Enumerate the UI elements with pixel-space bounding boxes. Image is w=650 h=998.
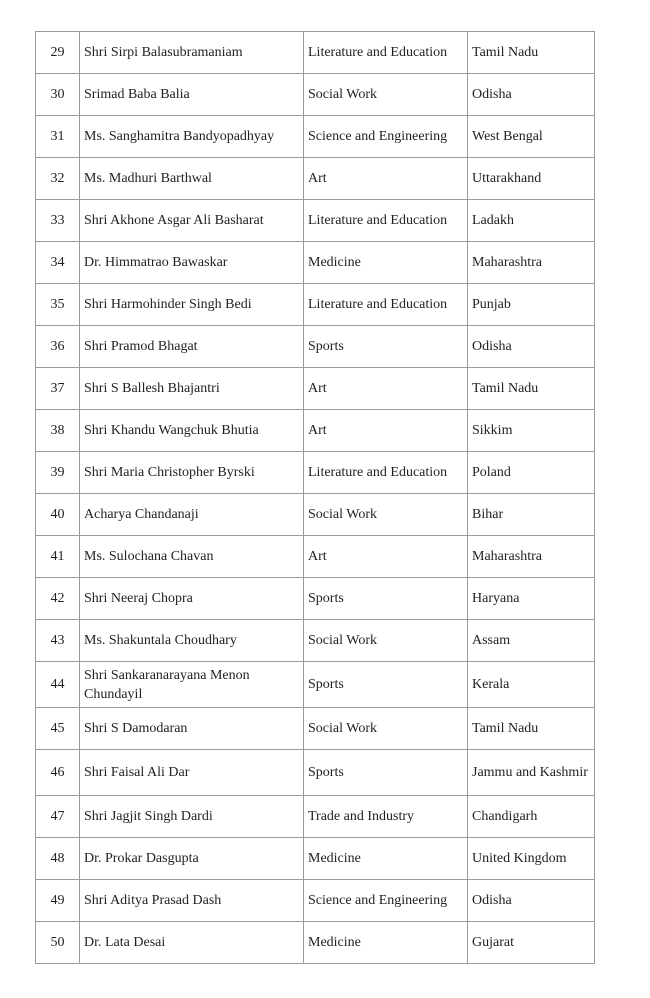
awardee-name-cell: Shri Sirpi Balasubramaniam [80,32,304,74]
state-cell: Sikkim [468,410,595,452]
awardee-name-cell: Shri S Damodaran [80,708,304,750]
state-cell: Odisha [468,326,595,368]
state-cell: Kerala [468,662,595,708]
awardee-name-cell: Shri Harmohinder Singh Bedi [80,284,304,326]
table-row [36,32,595,74]
field-cell: Art [304,158,468,200]
awardee-name-cell: Shri Akhone Asgar Ali Basharat [80,200,304,242]
serial-number-cell: 49 [36,880,80,922]
table-row [36,708,595,750]
state-cell: West Bengal [468,116,595,158]
field-cell: Social Work [304,620,468,662]
table-row [36,922,595,964]
table-row [36,452,595,494]
state-cell: Ladakh [468,200,595,242]
table-row [36,838,595,880]
state-cell: Tamil Nadu [468,708,595,750]
field-cell: Sports [304,326,468,368]
serial-number-cell: 46 [36,750,80,796]
awardee-name-cell: Ms. Shakuntala Choudhary [80,620,304,662]
table-row [36,116,595,158]
field-cell: Science and Engineering [304,880,468,922]
field-cell: Science and Engineering [304,116,468,158]
awardee-name-cell: Srimad Baba Balia [80,74,304,116]
field-cell: Medicine [304,922,468,964]
serial-number-cell: 29 [36,32,80,74]
serial-number-cell: 50 [36,922,80,964]
field-cell: Social Work [304,74,468,116]
state-cell: Assam [468,620,595,662]
state-cell: Odisha [468,74,595,116]
state-cell: Tamil Nadu [468,32,595,74]
field-cell: Literature and Education [304,32,468,74]
state-cell: Gujarat [468,922,595,964]
awardee-name-cell: Shri Aditya Prasad Dash [80,880,304,922]
serial-number-cell: 33 [36,200,80,242]
serial-number-cell: 48 [36,838,80,880]
serial-number-cell: 45 [36,708,80,750]
serial-number-cell: 44 [36,662,80,708]
awardee-name-cell: Acharya Chandanaji [80,494,304,536]
serial-number-cell: 41 [36,536,80,578]
serial-number-cell: 43 [36,620,80,662]
field-cell: Literature and Education [304,284,468,326]
field-cell: Art [304,410,468,452]
state-cell: Jammu and Kashmir [468,750,595,796]
serial-number-cell: 31 [36,116,80,158]
awardee-name-cell: Shri Khandu Wangchuk Bhutia [80,410,304,452]
field-cell: Medicine [304,242,468,284]
field-cell: Art [304,536,468,578]
field-cell: Literature and Education [304,452,468,494]
state-cell: Bihar [468,494,595,536]
awardee-name-cell: Shri Jagjit Singh Dardi [80,796,304,838]
awardee-name-cell: Shri Maria Christopher Byrski [80,452,304,494]
serial-number-cell: 40 [36,494,80,536]
state-cell: Chandigarh [468,796,595,838]
serial-number-cell: 35 [36,284,80,326]
awardees-table [35,31,595,964]
serial-number-cell: 30 [36,74,80,116]
awardee-name-cell: Ms. Sulochana Chavan [80,536,304,578]
table-row [36,880,595,922]
serial-number-cell: 32 [36,158,80,200]
awardee-name-cell: Shri Faisal Ali Dar [80,750,304,796]
field-cell: Sports [304,750,468,796]
serial-number-cell: 34 [36,242,80,284]
table-row [36,74,595,116]
serial-number-cell: 39 [36,452,80,494]
table-row [36,410,595,452]
field-cell: Literature and Education [304,200,468,242]
table-row [36,494,595,536]
serial-number-cell: 38 [36,410,80,452]
field-cell: Sports [304,662,468,708]
state-cell: Uttarakhand [468,158,595,200]
field-cell: Sports [304,578,468,620]
table-row [36,368,595,410]
state-cell: Odisha [468,880,595,922]
awardee-name-cell: Ms. Sanghamitra Bandyopadhyay [80,116,304,158]
table-row [36,750,595,796]
awardee-name-cell: Dr. Himmatrao Bawaskar [80,242,304,284]
state-cell: Maharashtra [468,536,595,578]
awardee-name-cell: Ms. Madhuri Barthwal [80,158,304,200]
field-cell: Trade and Industry [304,796,468,838]
awardees-table-body [36,32,595,964]
table-row [36,662,595,708]
table-row [36,796,595,838]
awardee-name-cell: Dr. Prokar Dasgupta [80,838,304,880]
state-cell: Maharashtra [468,242,595,284]
awardee-name-cell: Dr. Lata Desai [80,922,304,964]
state-cell: United Kingdom [468,838,595,880]
table-row [36,578,595,620]
awardee-name-cell: Shri Neeraj Chopra [80,578,304,620]
awardee-name-cell: Shri Pramod Bhagat [80,326,304,368]
table-row [36,326,595,368]
awardee-name-cell: Shri S Ballesh Bhajantri [80,368,304,410]
table-row [36,536,595,578]
serial-number-cell: 36 [36,326,80,368]
field-cell: Art [304,368,468,410]
state-cell: Punjab [468,284,595,326]
serial-number-cell: 47 [36,796,80,838]
serial-number-cell: 42 [36,578,80,620]
state-cell: Haryana [468,578,595,620]
table-row [36,620,595,662]
field-cell: Social Work [304,494,468,536]
field-cell: Medicine [304,838,468,880]
table-row [36,158,595,200]
table-row [36,284,595,326]
state-cell: Poland [468,452,595,494]
serial-number-cell: 37 [36,368,80,410]
state-cell: Tamil Nadu [468,368,595,410]
table-row [36,242,595,284]
field-cell: Social Work [304,708,468,750]
table-row [36,200,595,242]
awardee-name-cell: Shri Sankaranarayana Menon Chundayil [80,662,304,708]
